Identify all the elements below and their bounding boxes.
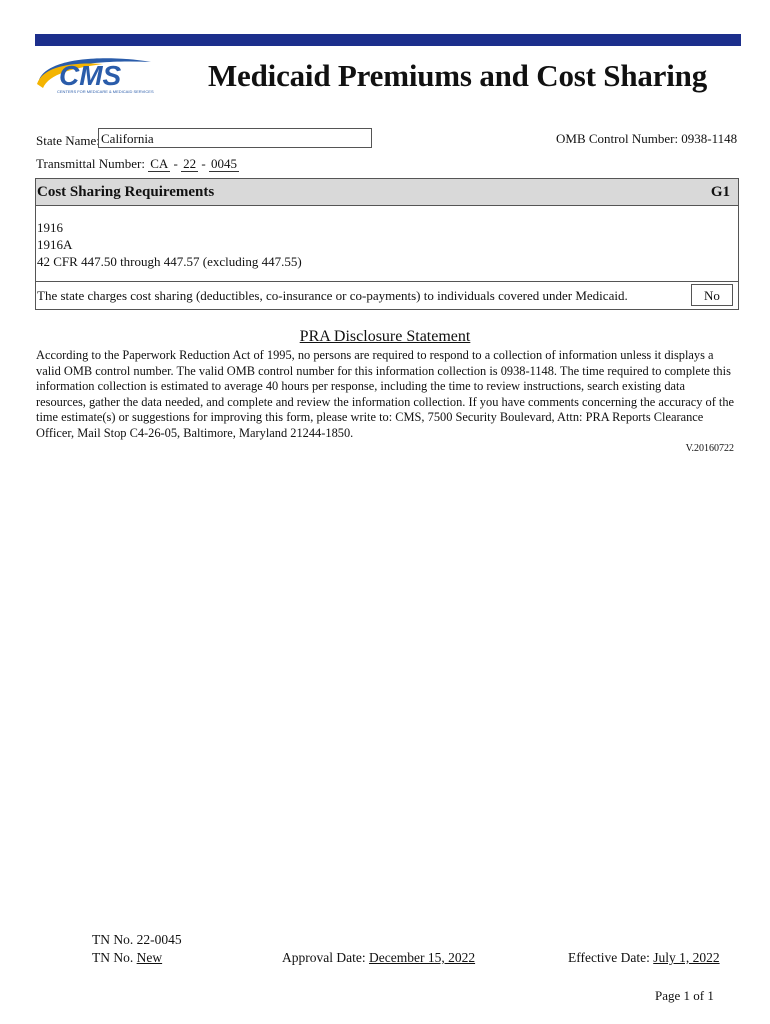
transmittal-separator: - (198, 156, 209, 171)
logo-subtext: CENTERS FOR MEDICARE & MEDICAID SERVICES (57, 89, 154, 94)
header-bar (35, 34, 741, 46)
transmittal-state-field[interactable]: CA (150, 156, 169, 171)
cms-logo (33, 54, 173, 96)
tn-value: 22-0045 (136, 932, 182, 947)
logo-text: CMS (59, 60, 122, 91)
transmittal-label: Transmittal Number: (36, 156, 145, 171)
approval-label: Approval Date: (282, 950, 366, 965)
authority-box (35, 206, 739, 282)
authority-line: 42 CFR 447.50 through 447.57 (excluding 447.55) (37, 254, 302, 269)
tn-supersedes (92, 950, 162, 966)
transmittal-number-row (36, 156, 239, 172)
state-name-label: State Name: (36, 133, 100, 148)
tn-super-label: TN No. (92, 950, 134, 965)
page-number: Page 1 of 1 (655, 988, 714, 1003)
tn-label: TN No. (92, 932, 134, 947)
section-heading: Cost Sharing Requirements (37, 184, 215, 200)
effective-date (568, 950, 720, 966)
transmittal-year-field[interactable]: 22 (183, 156, 197, 171)
authority-line: 1916A (37, 237, 73, 252)
cost-sharing-question: The state charges cost sharing (deductibles, co-insurance or co-payments) to individuals covered under Medicaid. (37, 288, 628, 303)
section-header (35, 178, 739, 206)
tn-super-value: New (136, 950, 163, 965)
omb-control-number: OMB Control Number: 0938-1148 (556, 131, 738, 146)
approval-value: December 15, 2022 (368, 950, 476, 965)
tn-number (92, 932, 182, 948)
section-code: G1 (710, 184, 730, 200)
page-title: Medicaid Premiums and Cost Sharing (208, 58, 707, 93)
form-version: V.20160722 (685, 443, 734, 454)
pra-title: PRA Disclosure Statement (299, 328, 471, 345)
authority-line: 1916 (37, 220, 63, 235)
state-name-field[interactable]: California (98, 128, 372, 148)
cost-sharing-answer-select[interactable]: No (691, 284, 733, 306)
effective-label: Effective Date: (568, 950, 650, 965)
pra-body: According to the Paperwork Reduction Act of 1995, no persons are required to respond to a collection of information unless it displays a valid OMB control number. The valid OMB control number for this information collection is 0938-1148. The time required to complete this information collection is estimated to average 40 hours per response, including the time to review instructions, search existing data resources, gather the data needed, and complete and review the information collection. If you have comments concerning the accuracy of the time estimate(s) or suggestions for improving this form, please write to: CMS, 7500 Security Boulevard, Attn: PRA Reports Clearance Officer, Mail Stop C4-26-05, Baltimore, Maryland 21244-1850. (36, 348, 735, 440)
effective-value: July 1, 2022 (653, 950, 720, 965)
approval-date (282, 950, 475, 966)
transmittal-separator: - (170, 156, 182, 171)
cost-sharing-question-row (35, 282, 739, 310)
transmittal-sequence-field[interactable]: 0045 (210, 156, 237, 171)
